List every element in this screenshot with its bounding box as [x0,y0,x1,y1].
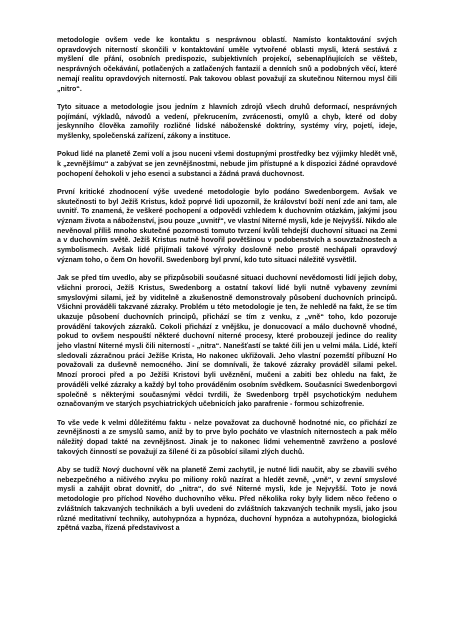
paragraph-7: Aby se tudíž Nový duchovní věk na planetě Zemi zachytil, je nutné lidi naučit, aby se zbavili svého nebezpečného a ničivého zvyku po miliony roků nazírat a hledět zevně, „vně“, v zevní smyslové mysli a zahájit obrat dovnitř, do „nitra“, do své Niterné mysli, kde je Nejvyšší. Toto je nová metodologie pro příchod Nového duchovního věku. Před několika roky byly lidem něco řečeno o zvláštních takzvaných technikách a byli uvedeni do zvláštních takzvaných technik mysli, jako jsou různé meditativní techniky, autohypnóza a hypnóza, duchovní hypnóza a autohypnóza, biologická zpětná vazba, řízená představivost a [57,465,397,533]
paragraph-5: Jak se před tím uvedlo, aby se přizpůsobili současné situaci duchovní nevědomosti lidí jejich doby, všichni proroci, Ježíš Kristus, Swedenborg a ostatní takoví lidé byli nutně vybaveny zevními smyslovými silami, jež by viditelně a zkušenostně demonstrovaly působení duchovních principů. Všichni prováděli takzvané zázraky. Problém u této metodologie je ten, že nehledě na fakt, že se tím ukazuje působení duchovních principů, přichází se tím z venku, z „vně“ toho, kdo pozoruje provádění takových zázraků. Cokoli přichází z vnějšku, je donucovací a málo duchovně vhodné, pokud to ovšem nespouští některé duchovní niterné procesy, které probouzejí jedince do reality jeho vlastní Niterné mysli čili niterností - „nitra“. Nanešťastí se takté čili jen u velmi mála. Lidé, kteří sledovali zázračnou práci Ježíše Krista, Ho nakonec ukřižovali. Jeho vlastní pozemští příbuzní Ho považovali za duševně nemocného. Jiní se domnívali, že takové zázraky prováděl silami pekel. Mnozí proroci před a po Ježíši Kristovi byli uvěznění, mučeni a zabiti bez ohledu na fakt, že prováděli velké zázraky a každý byl toho prováděním osobním svědkem. Současníci Swedenborgovi společně s některými současnými vědci tvrdili, že Swedenborg trpěl psychotickým neduhem označovaným ve starých psychiatrických učebnicích jako parafrenie - formou schizofrenie. [57,274,397,409]
paragraph-2: Tyto situace a metodologie jsou jedním z hlavních zdrojů všech druhů deformací, nesprávných pojímání, výkladů, návodů a vedení, překrucením, zvrácenosti, omylů a chyb, které od doby jeskynního člověka zamořily rozličné lidské náboženské doktríny, systémy víry, pojetí, ideje, myšlenky, společenská zařízení, zákony a instituce. [57,102,397,140]
paragraph-6: To vše vede k velmi důležitému faktu - nelze považovat za duchovně hodnotné nic, co přichází ze zevnějšnosti a ze smyslů samo, aniž by to prve bylo pocháto ve vlastních niternostech a pak mělo náležitý dopad takté na zevnějšnost. Jinak je to nakonec lidmi vehementně zavrženo a poslové takových činností se považují za šílené či za působící silami zlých duchů. [57,418,397,456]
document-page [57,36,397,543]
paragraph-3: Pokud lidé na planetě Zemi volí a jsou nuceni všemi dostupnými prostředky bez výjimky hledět vně, k „zevnějšímu“ a zabývat se jen zevnějšnostmi, nebude jim přístupné a k dispozici žádné opravdové pochopení čehokoli v jeho esenci a substanci a žádná pravá duchovnost. [57,150,397,178]
paragraph-1: metodologie ovšem vede ke kontaktu s nesprávnou oblastí. Namísto kontaktování svých opravdových niterností skončili v kontaktování uměle vytvořené oblasti mysli, která sestává z myšlení dle přání, osobních predispozic, subjektivních projekcí, sebenaplňujících se věšteb, nesprávných očekávání, potlačených a zatlačených fantazií a denních snů a podobných věcí, které nemají realitu opravdových niterností. Pak takovou oblast považují za skutečnou Niternou mysl čili „nitro“. [57,36,397,93]
paragraph-4: První kritické zhodnocení výše uvedené metodologie bylo podáno Swedenborgem. Avšak ve skutečnosti to byl Ježíš Kristus, kdož poprvé lidi upozornil, že království boží není zde ani tam, ale uvnitř. To znamená, že veškeré pochopení a odpovědi vzhledem k duchovním otázkám, jakými jsou význam života a náboženství, jsou pouze „uvnitř“, ve vlastní Niterné mysli, kde je Nejvyšší. Nikdo ale nevěnoval příliš mnoho skutečné pozornosti tomuto tvrzení kvůli tehdejší duchovní situaci na Zemi a v duchovním světě. Ježíš Kristus nutně hovořil povětšinou v podobenstvích a souvztažnostech a symbolismech. Avšak lidé přijímali takové výroky doslovně nebo prostě nechápali opravdový význam toho, o čem On hovořil. Swedenborg byl první, kdo tuto situaci náležitě vysvětlil. [57,187,397,264]
